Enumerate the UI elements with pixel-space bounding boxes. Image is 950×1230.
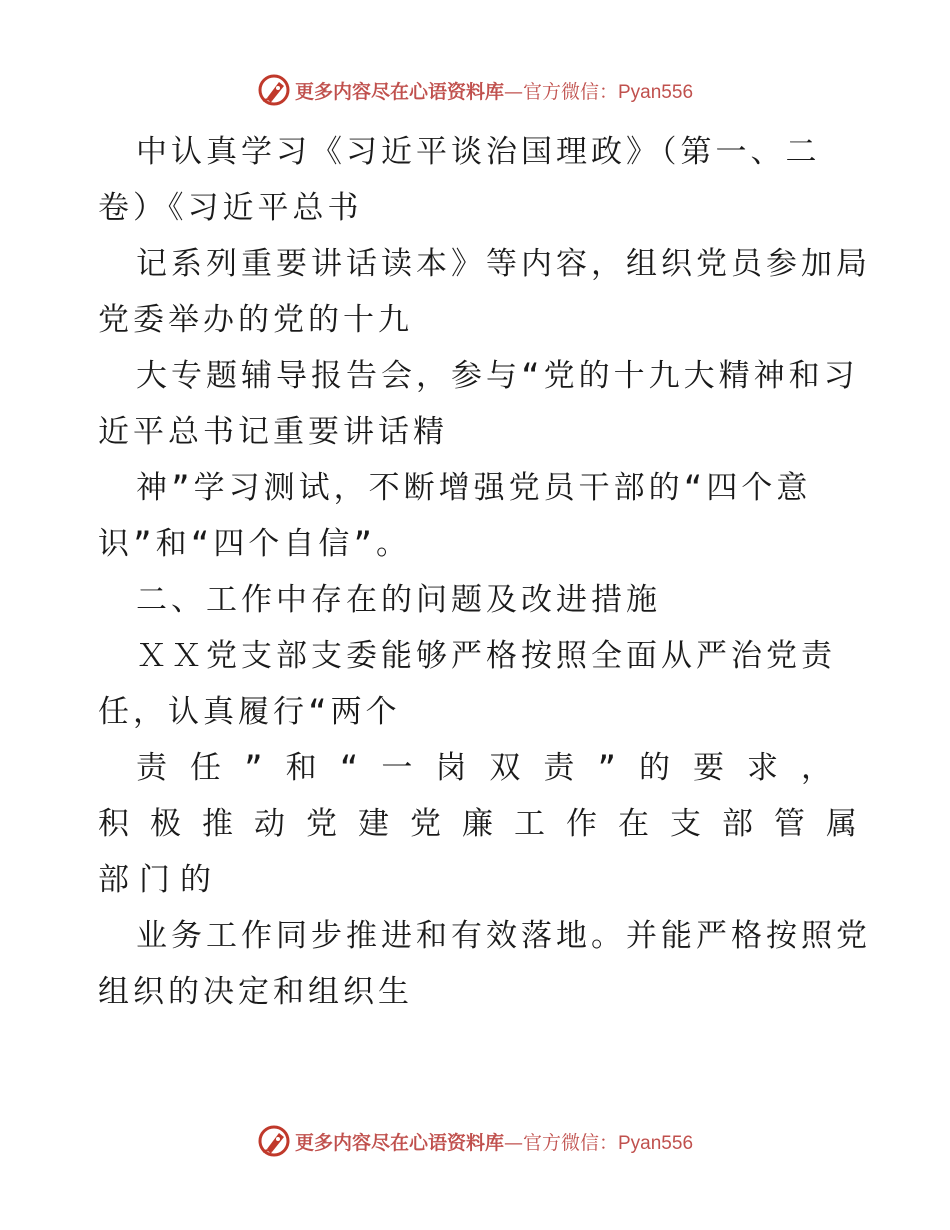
text-line: 卷）《习近平总书: [98, 190, 363, 226]
text-line: 中认真学习《习近平谈治国理政》（第一、二: [136, 134, 821, 170]
footer-banner: [0, 1119, 950, 1163]
pen-nib-logo-icon: [257, 73, 291, 107]
text-line: 责任”和“一岗双责”的要求，: [136, 750, 855, 786]
section-heading: 二、工作中存在的问题及改进措施: [136, 582, 661, 618]
footer-contact-id: Pyan556: [618, 1132, 694, 1154]
text-line: 神”学习测试，不断增强党员干部的“四个意: [136, 470, 812, 506]
header-banner-content: [257, 73, 693, 107]
pen-nib-logo-icon: [257, 1124, 291, 1158]
text-line: 部门的: [98, 862, 221, 898]
text-line: 党委举办的党的十九: [98, 302, 413, 338]
text-line: 识”和“四个自信”。: [98, 526, 411, 562]
header-contact-label: 官方微信：: [522, 80, 618, 103]
footer-brand-text: 更多内容尽在心语资料库: [294, 1131, 504, 1154]
header-brand-text: 更多内容尽在心语资料库: [294, 80, 504, 103]
text-line: 组织的决定和组织生: [98, 974, 413, 1010]
footer-banner-text: [295, 1128, 693, 1155]
text-line: ＸＸ党支部支委能够严格按照全面从严治党责: [136, 638, 836, 674]
text-line: 近平总书记重要讲话精: [98, 414, 448, 450]
text-line: 记系列重要讲话读本》等内容，组织党员参加局: [136, 246, 871, 282]
header-separator: —: [503, 80, 523, 103]
header-banner: [0, 68, 950, 112]
footer-banner-content: [257, 1124, 693, 1158]
footer-separator: —: [503, 1131, 523, 1154]
document-body: [98, 124, 878, 1020]
text-line: 积极推动党建党廉工作在支部管属: [98, 806, 878, 842]
text-line: 业务工作同步推进和有效落地。并能严格按照党: [136, 918, 871, 954]
header-banner-text: [295, 77, 693, 104]
header-contact-id: Pyan556: [618, 81, 694, 103]
text-line: 大专题辅导报告会，参与“党的十九大精神和习: [136, 358, 859, 394]
text-line: 任，认真履行“两个: [98, 694, 401, 730]
footer-contact-label: 官方微信：: [522, 1131, 618, 1154]
